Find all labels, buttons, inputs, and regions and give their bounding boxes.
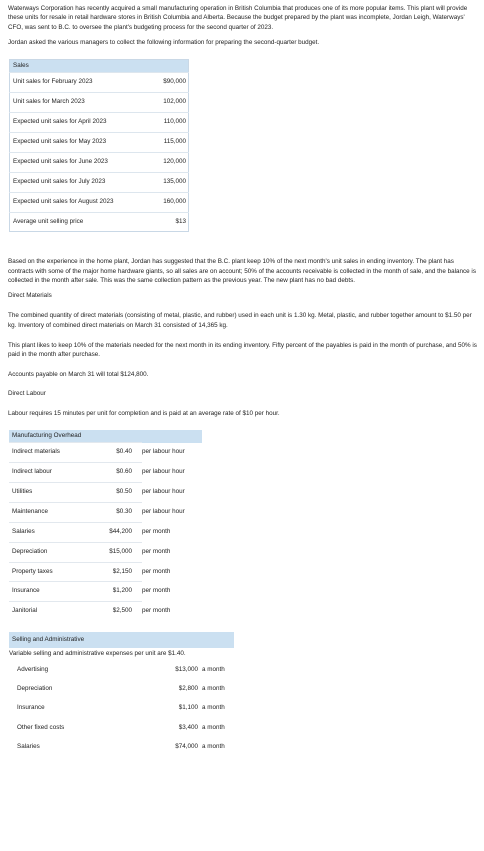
row-label: Advertising — [17, 666, 49, 674]
row-unit: a month — [202, 704, 225, 712]
row-label: Expected unit sales for April 2023 — [10, 113, 142, 133]
selling-admin-table — [9, 660, 242, 755]
row-value: 102,000 — [141, 93, 189, 113]
row-label: Property taxes — [9, 562, 92, 582]
table-row — [9, 463, 202, 483]
row-label: Depreciation — [17, 685, 53, 693]
row-value: 135,000 — [141, 172, 189, 192]
row-unit: per month — [142, 567, 171, 575]
row-value: $15,000 — [92, 542, 142, 562]
row-value: $0.40 — [92, 443, 142, 463]
table-row — [10, 73, 189, 93]
table-row — [10, 132, 189, 152]
ask-paragraph: Jordan asked the various managers to collect the following information for preparing the second-quarter budget. — [8, 38, 320, 46]
row-value: $1,200 — [92, 582, 142, 602]
row-unit: per labour hour — [142, 468, 185, 476]
row-value: $90,000 — [141, 73, 189, 93]
table-row — [9, 482, 202, 502]
row-value: 115,000 — [141, 132, 189, 152]
table-row — [9, 718, 242, 737]
row-label: Expected unit sales for July 2023 — [10, 172, 142, 192]
row-label: Indirect materials — [9, 443, 92, 463]
row-unit: per month — [142, 607, 171, 615]
row-value: $2,500 — [92, 602, 142, 621]
table-row — [10, 113, 189, 133]
row-value: $0.60 — [92, 463, 142, 483]
row-value: $13,000 — [175, 666, 198, 674]
direct-labour-paragraph: Labour requires 15 minutes per unit for completion and is paid at an average rate of $10 per hour. — [8, 409, 280, 417]
direct-materials-paragraph-1: The combined quantity of direct materials (consisting of metal, plastic, and rubber) used in each unit is 1.30 kg. Metal, plastic, and rubber together amount to $1.50 per kg. Inventory of combined direct materials on March 31 consisted of 14,365 kg. — [8, 312, 472, 329]
row-unit: a month — [202, 723, 225, 731]
experience-paragraph: Based on the experience in the home plant, Jordan has suggested that the B.C. plant keep 10% of the next month's unit sales in ending inventory. The plant has contracts with some of the major home hardware giants, so all sales are on account; 50% of the accounts receivable is collected in the month of sale, and the balance is collected in the month after sale. This was the same collection pattern as the previous year. The new plant has no bad debts. — [8, 258, 476, 285]
row-value: $44,200 — [92, 522, 142, 542]
row-unit: a month — [202, 742, 225, 750]
row-unit: a month — [202, 666, 225, 674]
row-label: Unit sales for March 2023 — [10, 93, 142, 113]
sga-variable-note: Variable selling and administrative expenses per unit are $1.40. — [9, 650, 186, 658]
table-row — [10, 192, 189, 212]
direct-materials-title: Direct Materials — [8, 292, 52, 300]
row-label: Insurance — [17, 704, 45, 712]
table-row — [9, 679, 242, 698]
row-value: $0.30 — [92, 502, 142, 522]
row-unit: per labour hour — [142, 487, 185, 495]
table-row — [9, 582, 202, 602]
table-row — [9, 522, 202, 542]
selling-admin-section — [9, 632, 479, 755]
row-label: Maintenance — [9, 502, 92, 522]
row-unit: a month — [202, 685, 225, 693]
table-row — [9, 502, 202, 522]
row-value: $0.50 — [92, 482, 142, 502]
row-label: Indirect labour — [9, 463, 92, 483]
row-value: $13 — [141, 212, 189, 232]
table-row — [9, 542, 202, 562]
manufacturing-overhead-table — [9, 430, 202, 621]
row-label: Expected unit sales for May 2023 — [10, 132, 142, 152]
row-label: Insurance — [9, 582, 92, 602]
moh-header: Manufacturing Overhead — [9, 430, 142, 443]
row-label: Janitorial — [9, 602, 92, 621]
row-value: 110,000 — [141, 113, 189, 133]
table-row — [9, 443, 202, 463]
row-value: $2,800 — [178, 685, 198, 693]
sales-header: Sales — [10, 60, 189, 73]
row-unit: per month — [142, 527, 171, 535]
row-unit: per month — [142, 547, 171, 555]
direct-materials-paragraph-2: This plant likes to keep 10% of the materials needed for the next month in its ending inventory. Fifty percent of the payables is paid in the month of purchase, and 50% is paid in the month after purchase. — [8, 341, 477, 359]
table-row — [9, 562, 202, 582]
table-row — [9, 660, 242, 679]
table-row — [9, 737, 242, 756]
row-value: 160,000 — [141, 192, 189, 212]
row-label: Depreciation — [9, 542, 92, 562]
table-row — [9, 698, 242, 717]
row-value: 120,000 — [141, 152, 189, 172]
intro-paragraph: Waterways Corporation has recently acquired a small manufacturing operation in British Columbia that produces one of its more popular items. This plant will provide these units for resale in retail hardware stores in British Columbia and Alberta. Because the budget prepared by the plant was incomplete, Jordan Leigh, Waterways' CFO, was sent to B.C. to oversee the plant's budgeting process for the second quarter of 2023. — [8, 5, 468, 31]
row-label: Utilities — [9, 482, 92, 502]
row-label: Other fixed costs — [17, 723, 65, 731]
sales-table — [9, 59, 189, 232]
row-label: Average unit selling price — [10, 212, 142, 232]
row-value: $3,400 — [178, 723, 198, 731]
row-value: $1,100 — [178, 704, 198, 712]
table-row — [10, 93, 189, 113]
row-label: Salaries — [17, 742, 40, 750]
row-value: $2,150 — [92, 562, 142, 582]
row-unit: per labour hour — [142, 507, 185, 515]
table-row — [10, 152, 189, 172]
table-row — [10, 212, 189, 232]
row-label: Expected unit sales for August 2023 — [10, 192, 142, 212]
row-label: Unit sales for February 2023 — [10, 73, 142, 93]
table-row — [9, 602, 202, 621]
sga-header: Selling and Administrative — [9, 632, 234, 648]
row-value: $74,000 — [175, 742, 198, 750]
row-label: Expected unit sales for June 2023 — [10, 152, 142, 172]
row-label: Salaries — [9, 522, 92, 542]
direct-labour-title: Direct Labour — [8, 389, 46, 397]
table-row — [10, 172, 189, 192]
row-unit: per labour hour — [142, 448, 185, 456]
row-unit: per month — [142, 587, 171, 595]
direct-materials-paragraph-3: Accounts payable on March 31 will total $124,800. — [8, 370, 149, 378]
